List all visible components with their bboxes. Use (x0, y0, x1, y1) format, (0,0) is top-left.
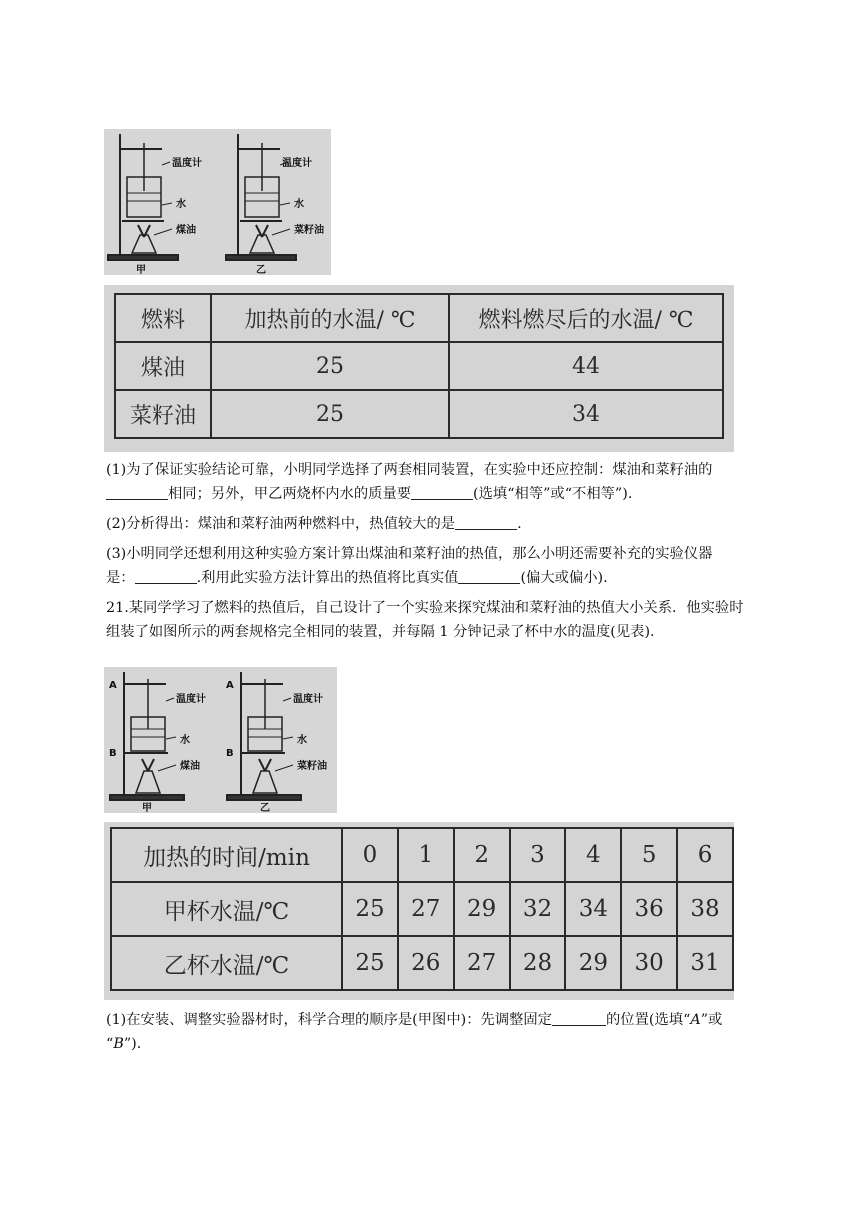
table-cell: 25 (211, 390, 449, 438)
point-b-label: B (226, 748, 234, 759)
water-label: 水 (176, 199, 186, 210)
answer-blank[interactable] (455, 514, 517, 530)
text-run: (1)为了保证实验结论可靠，小明同学选择了两套相同装置，在实验中还应控制：煤油和菜籽油的 (106, 462, 713, 478)
table-cell: 5 (621, 828, 677, 882)
table-row (111, 828, 733, 882)
header-cell: 燃料燃尽后的水温/ ℃ (449, 294, 723, 342)
apparatus-illustration (104, 667, 337, 813)
option-b: B (113, 1036, 124, 1052)
table-cell: 6 (677, 828, 733, 882)
apparatus-illustration (104, 129, 331, 275)
thermometer-label: 温度计 (176, 694, 206, 705)
thermometer-label: 温度计 (293, 694, 323, 705)
table-cell: 1 (398, 828, 454, 882)
question-21-part-1-text (106, 1008, 756, 1056)
question-21-part-1 (106, 1008, 756, 1056)
table-cell: 3 (510, 828, 566, 882)
text-run: (选填“相等”或“不相等”). (473, 486, 633, 502)
answer-blank[interactable] (411, 484, 473, 500)
heating-time-table (104, 822, 734, 1000)
table-row (115, 390, 723, 438)
point-b-label: B (109, 748, 117, 759)
kerosene-label: 煤油 (180, 761, 200, 772)
table-cell: 44 (449, 342, 723, 390)
table-cell: 36 (621, 882, 677, 936)
text-run: (2)分析得出：煤油和菜籽油两种燃料中，热值较大的是 (106, 516, 456, 532)
thermometer-label: 温度计 (172, 158, 202, 169)
table-cell: 27 (454, 936, 510, 990)
table-cell: 29 (565, 936, 621, 990)
table-cell: 34 (449, 390, 723, 438)
water-label: 水 (180, 735, 190, 746)
table-cell: 2 (454, 828, 510, 882)
experiment-figure-2 (104, 667, 337, 813)
water-label: 水 (297, 735, 307, 746)
text-run: “ (106, 1036, 114, 1052)
table-row (111, 882, 733, 936)
table-cell: 25 (211, 342, 449, 390)
table-cell: 25 (342, 936, 398, 990)
caption-jia: 甲 (136, 265, 146, 275)
question-21-intro: 21.某同学学习了燃料的热值后，自己设计了一个实验来探究煤油和菜籽油的热值大小关系．他实验时组装了如图所示的两套规格完全相同的装置，并每隔 1 分钟记录了杯中水的温度(见表). (106, 600, 744, 640)
table-cell: 38 (677, 882, 733, 936)
row-header-cell: 乙杯水温/℃ (111, 936, 342, 990)
caption-yi: 乙 (260, 803, 270, 813)
caption-jia: 甲 (142, 803, 152, 813)
table-cell: 菜籽油 (115, 390, 211, 438)
header-cell: 燃料 (115, 294, 211, 342)
table-header-row (115, 294, 723, 342)
text-run: ”或 (700, 1012, 723, 1028)
table-cell: 27 (398, 882, 454, 936)
text-run: (偏大或偏小). (520, 570, 608, 586)
table-grid (110, 827, 734, 991)
text-run: .利用此实验方法计算出的热值将比真实值 (196, 570, 459, 586)
question-20-part-2 (106, 512, 756, 536)
question-20-part-3 (106, 542, 756, 590)
row-header-cell: 加热的时间/min (111, 828, 342, 882)
text-run: . (517, 516, 522, 532)
row-header-cell: 甲杯水温/℃ (111, 882, 342, 936)
question-20-part-1 (106, 458, 756, 506)
table-grid (114, 293, 724, 439)
rapeseed-oil-label: 菜籽油 (294, 225, 324, 236)
answer-blank[interactable] (458, 568, 520, 584)
table-cell: 34 (565, 882, 621, 936)
caption-yi: 乙 (256, 265, 266, 275)
table-cell: 32 (510, 882, 566, 936)
table-cell: 0 (342, 828, 398, 882)
water-label: 水 (294, 199, 304, 210)
text-run: 的位置(选填“ (606, 1012, 691, 1028)
rapeseed-oil-label: 菜籽油 (297, 761, 327, 772)
table-cell: 31 (677, 936, 733, 990)
experiment-figure-1 (104, 129, 331, 275)
table-cell: 28 (510, 936, 566, 990)
thermometer-label: 温度计 (282, 158, 312, 169)
header-cell: 加热前的水温/ ℃ (211, 294, 449, 342)
table-row (111, 936, 733, 990)
table-cell: 25 (342, 882, 398, 936)
text-run: 是： (106, 570, 135, 586)
table-cell: 煤油 (115, 342, 211, 390)
text-run: (3)小明同学还想利用这种实验方案计算出煤油和菜籽油的热值，那么小明还需要补充的实验仪器 (106, 546, 713, 562)
question-20-text (106, 458, 756, 644)
table-cell: 4 (565, 828, 621, 882)
text-run: 相同；另外，甲乙两烧杯内水的质量要 (168, 486, 412, 502)
text-run: ”). (123, 1036, 142, 1052)
option-a: A (690, 1012, 701, 1028)
answer-blank[interactable] (135, 568, 197, 584)
fuel-temperature-table (104, 285, 734, 452)
answer-blank[interactable] (552, 1010, 606, 1026)
text-run: (1)在安装、调整实验器材时，科学合理的顺序是(甲图中)：先调整固定 (106, 1012, 553, 1028)
point-a-label: A (109, 680, 117, 691)
table-cell: 29 (454, 882, 510, 936)
answer-blank[interactable] (106, 484, 168, 500)
table-row (115, 342, 723, 390)
kerosene-label: 煤油 (176, 225, 196, 236)
table-cell: 30 (621, 936, 677, 990)
table-cell: 26 (398, 936, 454, 990)
point-a-label: A (226, 680, 234, 691)
